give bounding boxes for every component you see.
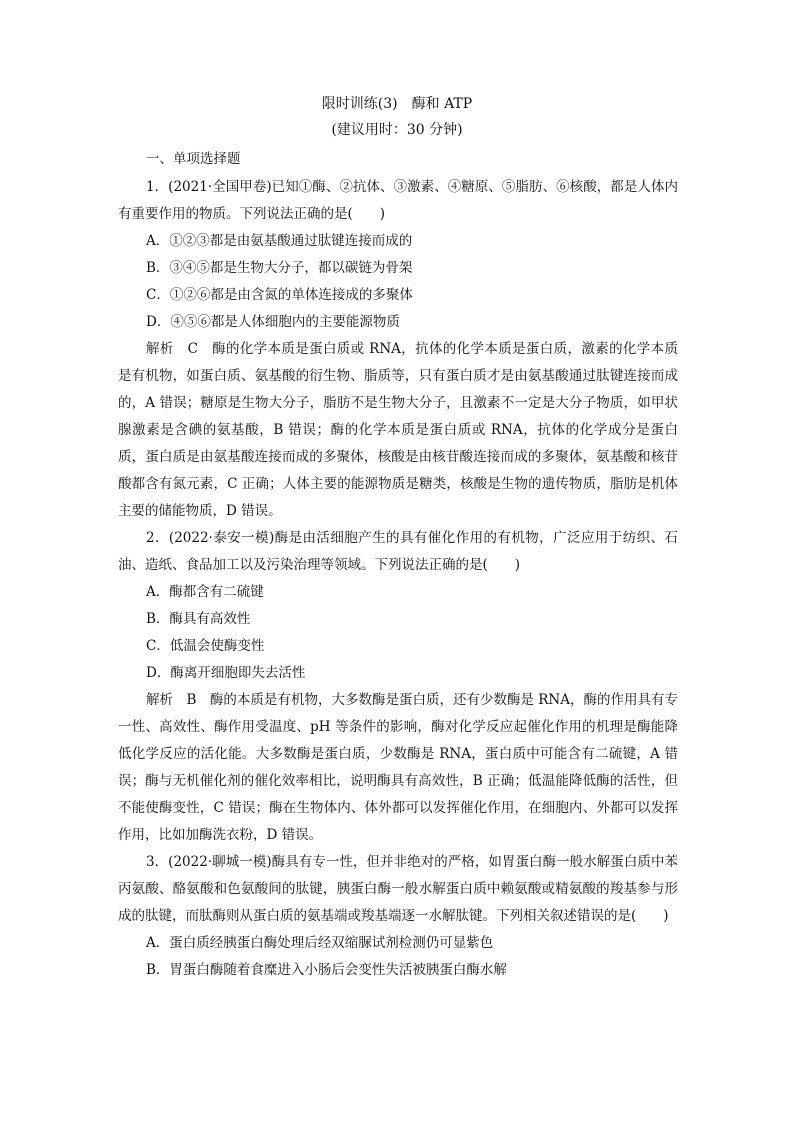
option-b: B．③④⑤都是生物大分子，都以碳链为骨架 [146,260,413,276]
option-a: A．蛋白质经胰蛋白酶处理后经双缩脲试剂检测仍可显紫色 [146,935,494,951]
option-b: B．胃蛋白酶随着食糜进入小肠后会变性失活被胰蛋白酶水解 [146,962,507,978]
question-stem: 2．(2022·泰安一模)酶是由活细胞产生的具有催化作用的有机物，广泛应用于纺织、石油、造纸、食品加工以及污染治理等领域。下列说法正确的是( ) [118,530,678,573]
option-c: C．①②⑥都是由含氮的单体连接成的多聚体 [146,287,413,303]
analysis-text: 解析 C 酶的化学本质是蛋白质或 RNA，抗体的化学本质是蛋白质，激素的化学本质是有机物，如蛋白质、氨基酸的衍生物、脂质等，只有蛋白质才是由氨基酸通过肽键连接而成的，A 错误；糖原是生物大分子，脂肪不是生物大分子，且激素不一定是大分子物质，如甲状腺激素是含碘的氨基酸，B 错误；酶的化学本质是蛋白质或 RNA，抗体的化学成分是蛋白质，蛋白质是由氨基酸连接而成的多聚体，核酸是由核苷酸连接而成的多聚体，氨基酸和核苷酸都含有氮元素，C 正确；人体主要的能源物质是糖类，核酸是生物的遗传物质，脂肪是机体主要的储能物质，D 错误。 [118,341,678,519]
option-a: A．①②③都是由氨基酸通过肽键连接而成的 [146,233,413,249]
analysis-text: 解析 B 酶的本质是有机物，大多数酶是蛋白质，还有少数酶是 RNA，酶的作用具有专一性、高效性、酶作用受温度、pH 等条件的影响，酶对化学反应起催化作用的机理是酶能降低化学反应的活化能。大多数酶是蛋白质，少数酶是 RNA，蛋白质中可能含有二硫键，A 错误；酶与无机催化剂的催化效率相比，说明酶具有高效性，B 正确；低温能降低酶的活性，但不能使酶变性，C 错误；酶在生物体内、体外都可以发挥催化作用，在细胞内、外都可以发挥作用，比如加酶洗衣粉，D 错误。 [118,692,678,843]
section-heading: 一、单项选择题 [146,151,241,167]
title-block [0,94,794,140]
content-body [118,148,678,984]
question-2 [118,525,678,849]
option-c: C．低温会使酶变性 [146,638,265,654]
option-d: D．④⑤⑥都是人体细胞内的主要能源物质 [146,314,400,330]
question-3 [118,849,678,984]
question-1 [118,174,678,525]
question-stem: 3．(2022·聊城一模)酶具有专一性，但并非绝对的严格，如胃蛋白酶一般水解蛋白质中苯丙氨酸、酪氨酸和色氨酸间的肽键，胰蛋白酶一般水解蛋白质中赖氨酸或精氨酸的羧基参与形成的肽键，而肽酶则从蛋白质的氨基端或羧基端逐一水解肽键。下列相关叙述错误的是( ) [118,854,678,924]
option-d: D．酶离开细胞即失去活性 [146,665,306,681]
option-a: A．酶都含有二硫键 [146,584,264,600]
question-stem: 1．(2021·全国甲卷)已知①酶、②抗体、③激素、④糖原、⑤脂肪、⑥核酸，都是人体内有重要作用的物质。下列说法正确的是( ) [118,179,678,222]
page-title: 限时训练(3) 酶和 ATP [321,96,473,112]
option-b: B．酶具有高效性 [146,611,251,627]
page-subtitle: (建议用时：30 分钟) [331,122,463,138]
